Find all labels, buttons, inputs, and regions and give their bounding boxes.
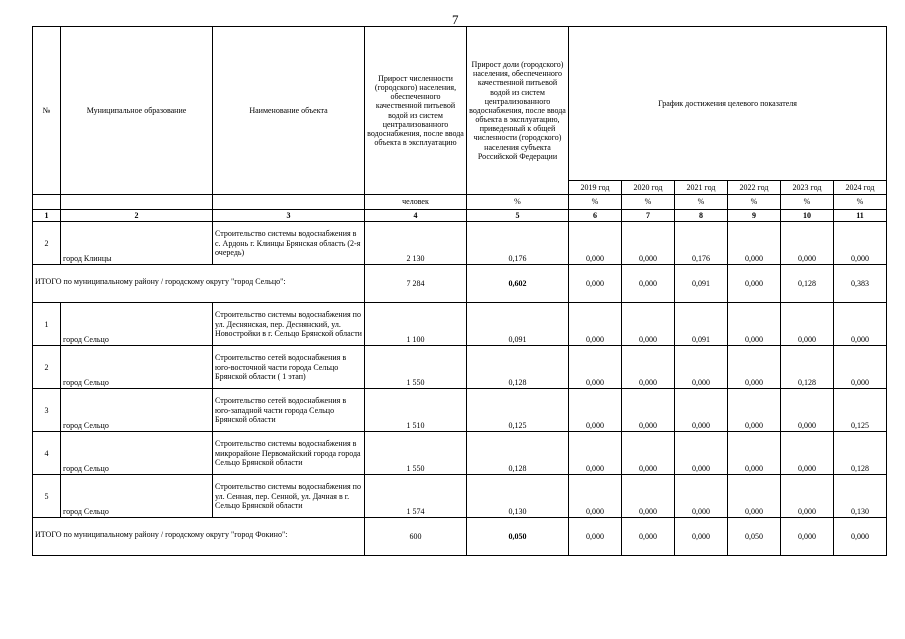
year-value: 0,000 — [622, 475, 675, 518]
population-value: 1 510 — [365, 389, 467, 432]
row-number: 4 — [33, 432, 61, 475]
object-name: Строительство системы водоснабжения по ул. Сенная, пер. Сенной, ул. Дачная в г. Сельцо Брянской области — [213, 475, 365, 518]
year-value: 0,128 — [781, 346, 834, 389]
share-value: 0,128 — [467, 432, 569, 475]
population-value: 1 100 — [365, 303, 467, 346]
row-number: 1 — [33, 303, 61, 346]
object-name: Строительство сетей водоснабжения в юго-восточной части города Сельцо Брянской области ( 1 этап) — [213, 346, 365, 389]
year-value: 0,000 — [728, 346, 781, 389]
year-value: 0,000 — [569, 222, 622, 265]
row-number: 3 — [33, 389, 61, 432]
unit-percent: % — [467, 195, 569, 210]
year-value: 0,383 — [834, 265, 887, 303]
column-number: 4 — [365, 210, 467, 222]
year-value: 0,000 — [622, 265, 675, 303]
year-value: 0,000 — [622, 389, 675, 432]
year-value: 0,000 — [781, 475, 834, 518]
year-value: 0,000 — [675, 389, 728, 432]
share-value: 0,176 — [467, 222, 569, 265]
unit-percent: % — [781, 195, 834, 210]
object-name: Строительство системы водоснабжения по ул. Деснянская, пер. Деснянский, ул. Новостройки в г. Сельцо Брянской области — [213, 303, 365, 346]
year-value: 0,125 — [834, 389, 887, 432]
unit-percent: % — [834, 195, 887, 210]
row-number: 2 — [33, 346, 61, 389]
object-name: Строительство сетей водоснабжения в юго-западной части города Сельцо Брянской области — [213, 389, 365, 432]
year-value: 0,000 — [781, 389, 834, 432]
table-row — [33, 303, 887, 346]
year-value: 0,000 — [569, 265, 622, 303]
total-label: ИТОГО по муниципальному району / городскому округу "город Сельцо": — [33, 265, 365, 303]
year-value: 0,000 — [622, 222, 675, 265]
total-row — [33, 518, 887, 556]
year-value: 0,000 — [675, 518, 728, 556]
year-value: 0,000 — [569, 303, 622, 346]
year-value: 0,000 — [675, 475, 728, 518]
unit-percent: % — [569, 195, 622, 210]
year-value: 0,000 — [834, 222, 887, 265]
row-number: 5 — [33, 475, 61, 518]
population-value: 1 550 — [365, 346, 467, 389]
header-population-growth: Прирост численности (городского) населения, обеспеченного качественной питьевой водой из систем централизованного водоснабжения, после ввода объекта в эксплуатацию — [365, 27, 467, 195]
column-number: 7 — [622, 210, 675, 222]
row-number: 2 — [33, 222, 61, 265]
column-number: 2 — [61, 210, 213, 222]
share-value: 0,128 — [467, 346, 569, 389]
column-number: 6 — [569, 210, 622, 222]
header-share-growth: Прирост доли (городского) населения, обеспеченного качественной питьевой водой из систем централизованного водоснабжения, после ввода объекта в эксплуатацию, приведенный к общей численности (городского) населения субъекта Российской Федерации — [467, 27, 569, 195]
year-value: 0,000 — [622, 303, 675, 346]
year-value: 0,000 — [622, 346, 675, 389]
column-number: 1 — [33, 210, 61, 222]
share-value: 0,602 — [467, 265, 569, 303]
total-label: ИТОГО по муниципальному району / городскому округу "город Фокино": — [33, 518, 365, 556]
year-value: 0,000 — [622, 432, 675, 475]
object-name: Строительство системы водоснабжения в микрорайоне Первомайский города города Сельцо Брянской области — [213, 432, 365, 475]
header-municipality: Муниципальное образование — [61, 27, 213, 195]
year-value: 0,000 — [569, 518, 622, 556]
municipality-name: город Сельцо — [61, 303, 213, 346]
total-row — [33, 265, 887, 303]
municipality-name: город Клинцы — [61, 222, 213, 265]
share-value: 0,125 — [467, 389, 569, 432]
unit-percent: % — [622, 195, 675, 210]
year-value: 0,000 — [569, 389, 622, 432]
year-value: 0,000 — [781, 432, 834, 475]
year-value: 0,000 — [569, 475, 622, 518]
year-value: 0,128 — [834, 432, 887, 475]
year-value: 0,050 — [728, 518, 781, 556]
year-value: 0,000 — [728, 432, 781, 475]
year-value: 0,091 — [675, 265, 728, 303]
unit-percent: % — [675, 195, 728, 210]
share-value: 0,050 — [467, 518, 569, 556]
year-value: 0,000 — [834, 518, 887, 556]
header-year: 2020 год — [622, 181, 675, 195]
object-name: Строительство системы водоснабжения в с. Ардонь г. Клинцы Брянская область (2-я очередь) — [213, 222, 365, 265]
header-year: 2024 год — [834, 181, 887, 195]
header-num: № — [33, 27, 61, 195]
year-value: 0,000 — [728, 265, 781, 303]
population-value: 2 130 — [365, 222, 467, 265]
year-value: 0,000 — [728, 475, 781, 518]
target-indicator-table — [32, 26, 887, 556]
table-row — [33, 346, 887, 389]
share-value: 0,091 — [467, 303, 569, 346]
column-number: 5 — [467, 210, 569, 222]
header-year: 2021 год — [675, 181, 728, 195]
year-value: 0,000 — [834, 303, 887, 346]
column-number: 10 — [781, 210, 834, 222]
year-value: 0,000 — [781, 518, 834, 556]
year-value: 0,000 — [728, 303, 781, 346]
year-value: 0,000 — [728, 389, 781, 432]
year-value: 0,000 — [569, 346, 622, 389]
header-year: 2022 год — [728, 181, 781, 195]
population-value: 1 574 — [365, 475, 467, 518]
year-value: 0,128 — [781, 265, 834, 303]
header-schedule: График достижения целевого показателя — [569, 27, 887, 181]
column-number: 8 — [675, 210, 728, 222]
header-year: 2023 год — [781, 181, 834, 195]
unit-people: человек — [365, 195, 467, 210]
population-value: 1 550 — [365, 432, 467, 475]
year-value: 0,176 — [675, 222, 728, 265]
year-value: 0,091 — [675, 303, 728, 346]
table-row — [33, 389, 887, 432]
year-value: 0,000 — [569, 432, 622, 475]
municipality-name: город Сельцо — [61, 432, 213, 475]
year-value: 0,000 — [675, 432, 728, 475]
table-row — [33, 222, 887, 265]
year-value: 0,000 — [675, 346, 728, 389]
header-object: Наименование объекта — [213, 27, 365, 195]
year-value: 0,000 — [728, 222, 781, 265]
page-number: 7 — [452, 12, 459, 27]
header-year: 2019 год — [569, 181, 622, 195]
population-value: 7 284 — [365, 265, 467, 303]
municipality-name: город Сельцо — [61, 475, 213, 518]
table-row — [33, 475, 887, 518]
share-value: 0,130 — [467, 475, 569, 518]
year-value: 0,000 — [781, 222, 834, 265]
year-value: 0,000 — [781, 303, 834, 346]
population-value: 600 — [365, 518, 467, 556]
column-number: 9 — [728, 210, 781, 222]
column-number: 11 — [834, 210, 887, 222]
municipality-name: город Сельцо — [61, 346, 213, 389]
year-value: 0,130 — [834, 475, 887, 518]
unit-percent: % — [728, 195, 781, 210]
year-value: 0,000 — [622, 518, 675, 556]
year-value: 0,000 — [834, 346, 887, 389]
municipality-name: город Сельцо — [61, 389, 213, 432]
table-row — [33, 432, 887, 475]
column-number: 3 — [213, 210, 365, 222]
